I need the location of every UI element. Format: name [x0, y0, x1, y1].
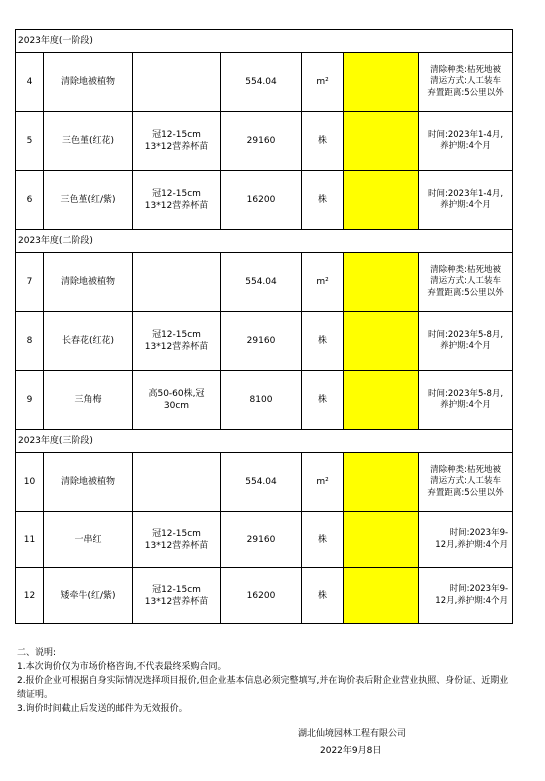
item-name-cell: 矮牵牛(红/紫) [44, 568, 133, 624]
item-name-cell: 三色堇(红花) [44, 112, 133, 171]
item-unit-cell: 株 [302, 512, 344, 568]
item-number-cell: 9 [16, 371, 44, 430]
item-spec-cell: 冠12-15cm 13*12营养杯苗 [133, 312, 221, 371]
item-spec-cell [133, 253, 221, 312]
stage-header-row [16, 30, 513, 53]
item-unit-cell: m² [302, 453, 344, 512]
unit-price-cell[interactable] [344, 512, 419, 568]
table-row [16, 512, 513, 568]
item-number-cell: 4 [16, 53, 44, 112]
note-item-2: 2.报价企业可根据自身实际情况选择项目报价,但企业基本信息必须完整填写,并在询价表后附企业营业执照、身份证、近期业绩证明。 [17, 676, 509, 700]
item-quantity-cell: 29160 [221, 512, 302, 568]
item-spec-cell: 高50-60株,冠 30cm [133, 371, 221, 430]
unit-price-cell[interactable] [344, 568, 419, 624]
item-note-cell: 时间:2023年5-8月, 养护期:4个月 [419, 312, 513, 371]
item-spec-cell: 冠12-15cm 13*12营养杯苗 [133, 512, 221, 568]
item-number-cell: 10 [16, 453, 44, 512]
item-note-cell: 时间:2023年1-4月, 养护期:4个月 [419, 112, 513, 171]
item-spec-cell: 冠12-15cm 13*12营养杯苗 [133, 112, 221, 171]
item-spec-cell: 冠12-15cm 13*12营养杯苗 [133, 171, 221, 230]
item-name-cell: 清除地被植物 [44, 53, 133, 112]
item-unit-cell: 株 [302, 171, 344, 230]
item-quantity-cell: 16200 [221, 568, 302, 624]
stage-title: 2023年度(三阶段) [16, 430, 513, 453]
item-number-cell: 6 [16, 171, 44, 230]
stage-title: 2023年度(一阶段) [16, 30, 513, 53]
item-quantity-cell: 554.04 [221, 53, 302, 112]
item-spec-cell: 冠12-15cm 13*12营养杯苗 [133, 568, 221, 624]
item-name-cell: 清除地被植物 [44, 453, 133, 512]
unit-price-cell[interactable] [344, 312, 419, 371]
company-name: 湖北仙境园林工程有限公司 [298, 729, 407, 739]
note-item-1: 1.本次询价仅为市场价格咨询,不代表最终采购合同。 [17, 662, 227, 672]
inquiry-table [15, 29, 513, 624]
unit-price-cell[interactable] [344, 112, 419, 171]
table-row [16, 171, 513, 230]
item-name-cell: 一串红 [44, 512, 133, 568]
item-number-cell: 8 [16, 312, 44, 371]
note-item-3: 3.询价时间截止后发送的邮件为无效报价。 [17, 704, 188, 714]
item-unit-cell: m² [302, 253, 344, 312]
item-unit-cell: 株 [302, 312, 344, 371]
item-quantity-cell: 554.04 [221, 453, 302, 512]
table-row [16, 53, 513, 112]
item-unit-cell: 株 [302, 112, 344, 171]
item-number-cell: 11 [16, 512, 44, 568]
unit-price-cell[interactable] [344, 253, 419, 312]
item-name-cell: 三色堇(红/紫) [44, 171, 133, 230]
document-date: 2022年9月8日 [320, 746, 382, 756]
table-row [16, 371, 513, 430]
stage-header-row [16, 230, 513, 253]
item-name-cell: 三角梅 [44, 371, 133, 430]
table-row [16, 312, 513, 371]
item-note-cell: 清除种类:枯死地被 清运方式:人工装车 弃置距离:5公里以外 [419, 453, 513, 512]
item-unit-cell: 株 [302, 568, 344, 624]
item-name-cell: 清除地被植物 [44, 253, 133, 312]
notes-heading: 二、说明: [17, 648, 57, 658]
table-row [16, 112, 513, 171]
item-note-cell: 清除种类:枯死地被 清运方式:人工装车 弃置距离:5公里以外 [419, 253, 513, 312]
table-row [16, 253, 513, 312]
item-spec-cell [133, 453, 221, 512]
item-unit-cell: 株 [302, 371, 344, 430]
item-quantity-cell: 29160 [221, 112, 302, 171]
item-note-cell: 时间:2023年9- 12月,养护期:4个月 [419, 512, 513, 568]
notes-section [17, 646, 517, 716]
unit-price-cell[interactable] [344, 371, 419, 430]
unit-price-cell[interactable] [344, 171, 419, 230]
item-name-cell: 长春花(红花) [44, 312, 133, 371]
item-number-cell: 7 [16, 253, 44, 312]
item-quantity-cell: 29160 [221, 312, 302, 371]
item-number-cell: 12 [16, 568, 44, 624]
item-unit-cell: m² [302, 53, 344, 112]
item-number-cell: 5 [16, 112, 44, 171]
item-note-cell: 时间:2023年1-4月, 养护期:4个月 [419, 171, 513, 230]
item-quantity-cell: 16200 [221, 171, 302, 230]
item-quantity-cell: 554.04 [221, 253, 302, 312]
unit-price-cell[interactable] [344, 53, 419, 112]
stage-title: 2023年度(二阶段) [16, 230, 513, 253]
table-row [16, 453, 513, 512]
item-spec-cell [133, 53, 221, 112]
item-quantity-cell: 8100 [221, 371, 302, 430]
stage-header-row [16, 430, 513, 453]
item-note-cell: 时间:2023年5-8月, 养护期:4个月 [419, 371, 513, 430]
item-note-cell: 清除种类:枯死地被 清运方式:人工装车 弃置距离:5公里以外 [419, 53, 513, 112]
table-row [16, 568, 513, 624]
item-note-cell: 时间:2023年9- 12月,养护期:4个月 [419, 568, 513, 624]
unit-price-cell[interactable] [344, 453, 419, 512]
